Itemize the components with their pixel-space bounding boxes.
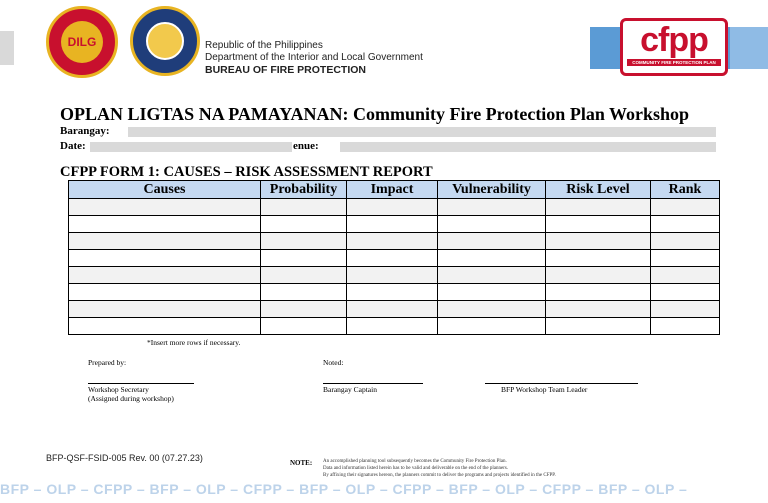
table-cell[interactable]: [261, 216, 347, 233]
note-text: [323, 458, 556, 479]
column-header-causes: Causes: [69, 181, 261, 199]
venue-field[interactable]: [340, 142, 716, 152]
note-line-2: Data and information listed herein has to be valid and deliverable on the end of the planners.: [323, 466, 509, 471]
table-header-row: [69, 181, 720, 199]
column-header-probability: Probability: [261, 181, 347, 199]
table-cell[interactable]: [69, 233, 261, 250]
table-cell[interactable]: [261, 284, 347, 301]
table-cell[interactable]: [651, 216, 720, 233]
table-cell[interactable]: [438, 233, 546, 250]
table-cell[interactable]: [438, 250, 546, 267]
table-cell[interactable]: [438, 216, 546, 233]
column-header-impact: Impact: [347, 181, 438, 199]
prepared-by-label: Prepared by:: [88, 358, 127, 367]
table-cell[interactable]: [546, 199, 651, 216]
dilg-logo-text: DILG: [67, 35, 97, 49]
form-code: BFP-QSF-FSID-005 Rev. 00 (07.27.23): [46, 453, 203, 463]
table-cell[interactable]: [651, 284, 720, 301]
cfpp-logo: [620, 18, 728, 76]
table-row: [69, 250, 720, 267]
table-cell[interactable]: [347, 216, 438, 233]
table-cell[interactable]: [347, 284, 438, 301]
table-cell[interactable]: [546, 250, 651, 267]
leader-signature-line: [485, 383, 638, 384]
table-cell[interactable]: [651, 267, 720, 284]
document-title: OPLAN LIGTAS NA PAMAYANAN: Community Fire Protection Plan Workshop: [60, 104, 690, 124]
note-line-1: An accomplished planning tool subsequently becomes the Community Fire Protection Plan.: [323, 459, 507, 464]
form-title: CFPP FORM 1: CAUSES – RISK ASSESSMENT REPORT: [60, 164, 433, 180]
table-cell[interactable]: [546, 301, 651, 318]
secretary-signature-line: [88, 383, 194, 384]
table-cell[interactable]: [347, 318, 438, 335]
table-row: [69, 301, 720, 318]
table-cell[interactable]: [69, 284, 261, 301]
agency-header: [205, 40, 423, 76]
secretary-name-block: [88, 385, 174, 403]
table-cell[interactable]: [438, 318, 546, 335]
barangay-field[interactable]: [128, 127, 716, 137]
barangay-label: Barangay:: [60, 125, 110, 137]
header-band-left: [0, 31, 14, 65]
table-body: [69, 199, 720, 335]
table-cell[interactable]: [261, 318, 347, 335]
cfpp-logo-subtitle: COMMUNITY FIRE PROTECTION PLAN: [627, 59, 721, 66]
table-cell[interactable]: [546, 267, 651, 284]
table-cell[interactable]: [69, 199, 261, 216]
table-cell[interactable]: [651, 318, 720, 335]
table-cell[interactable]: [69, 301, 261, 318]
table-cell[interactable]: [546, 233, 651, 250]
column-header-rank: Rank: [651, 181, 720, 199]
table-cell[interactable]: [438, 199, 546, 216]
note-line-3: By affixing their signatures hereon, the planners commit to deliver the programs and projects identified in the CFPP.: [323, 473, 556, 478]
bfp-seal-center: [146, 22, 184, 60]
leader-title: BFP Workshop Team Leader: [501, 385, 588, 394]
table-cell[interactable]: [347, 267, 438, 284]
table-row: [69, 199, 720, 216]
table-cell[interactable]: [546, 216, 651, 233]
noted-label: Noted:: [323, 358, 344, 367]
insert-rows-note: *Insert more rows if necessary.: [147, 338, 241, 347]
secretary-note: (Assigned during workshop): [88, 394, 174, 403]
table-cell[interactable]: [261, 267, 347, 284]
column-header-risk-level: Risk Level: [546, 181, 651, 199]
table-cell[interactable]: [69, 267, 261, 284]
table-cell[interactable]: [261, 233, 347, 250]
captain-title: Barangay Captain: [323, 385, 377, 394]
cfpp-logo-word: cfpp: [640, 21, 708, 59]
table-row: [69, 318, 720, 335]
table-cell[interactable]: [438, 284, 546, 301]
header-line-republic: Republic of the Philippines: [205, 40, 323, 51]
table-cell[interactable]: [261, 199, 347, 216]
captain-signature-line: [323, 383, 423, 384]
table-cell[interactable]: [546, 318, 651, 335]
venue-label: enue:: [293, 140, 319, 152]
table-cell[interactable]: [261, 301, 347, 318]
table-cell[interactable]: [347, 250, 438, 267]
table-cell[interactable]: [69, 250, 261, 267]
table-cell[interactable]: [347, 199, 438, 216]
header-line-bureau: BUREAU OF FIRE PROTECTION: [205, 64, 367, 76]
header-line-department: Department of the Interior and Local Government: [205, 52, 423, 63]
date-label: Date:: [60, 140, 86, 152]
table-cell[interactable]: [347, 301, 438, 318]
date-field[interactable]: [90, 142, 292, 152]
footer-watermark: BFP – OLP – CFPP – BFP – OLP – CFPP – BFP – OLP – CFPP – BFP – OLP – CFPP – BFP – OLP –: [0, 481, 688, 497]
table-row: [69, 267, 720, 284]
table-cell[interactable]: [261, 250, 347, 267]
table-cell[interactable]: [438, 267, 546, 284]
note-label: NOTE:: [290, 459, 313, 467]
table-cell[interactable]: [546, 284, 651, 301]
table-cell[interactable]: [651, 301, 720, 318]
risk-assessment-table: [68, 180, 720, 335]
table-cell[interactable]: [651, 199, 720, 216]
dilg-seal-center: [61, 21, 103, 63]
table-cell[interactable]: [69, 216, 261, 233]
table-row: [69, 233, 720, 250]
table-cell[interactable]: [69, 318, 261, 335]
dilg-seal-logo: [46, 6, 118, 78]
table-row: [69, 216, 720, 233]
table-cell[interactable]: [347, 233, 438, 250]
header-band-strip: [730, 27, 768, 69]
table-cell[interactable]: [651, 233, 720, 250]
column-header-vulnerability: Vulnerability: [438, 181, 546, 199]
table-cell[interactable]: [651, 250, 720, 267]
secretary-title: Workshop Secretary: [88, 385, 149, 394]
table-cell[interactable]: [438, 301, 546, 318]
bfp-seal-logo: [130, 6, 200, 76]
table-row: [69, 284, 720, 301]
